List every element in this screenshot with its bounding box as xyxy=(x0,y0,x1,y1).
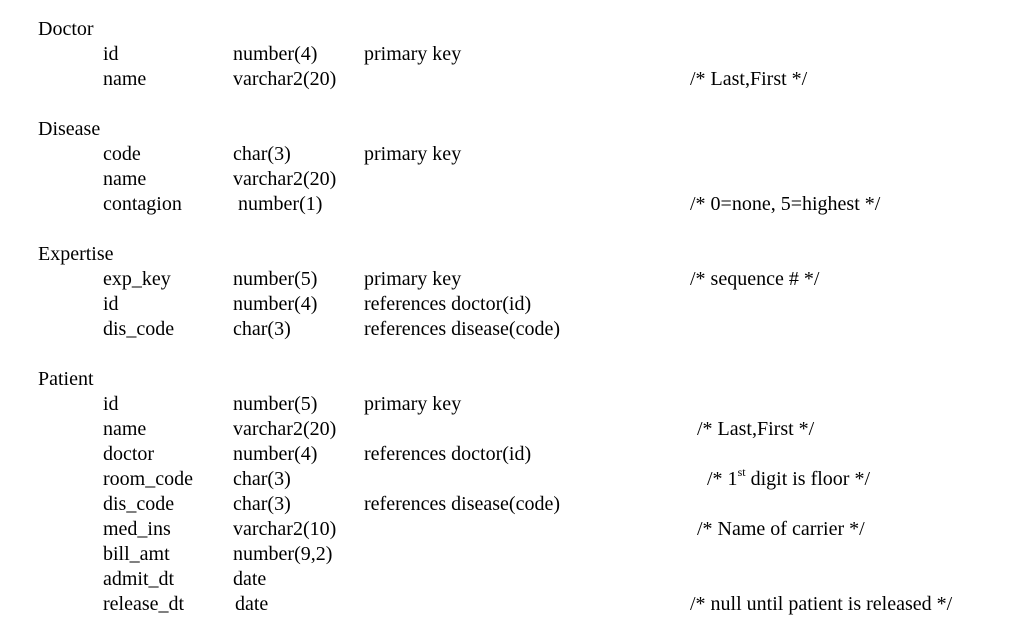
column-comment: /* 1st digit is floor */ xyxy=(707,465,871,490)
column-constraint: references disease(code) xyxy=(364,318,560,340)
column-comment: /* 0=none, 5=highest */ xyxy=(690,193,881,215)
column-constraint: primary key xyxy=(364,268,462,290)
column-type: number(4) xyxy=(233,43,318,65)
column-comment: /* Name of carrier */ xyxy=(697,518,865,540)
column-type: number(5) xyxy=(233,393,318,415)
column-type: date xyxy=(233,568,267,590)
column-field: doctor xyxy=(103,443,155,465)
column-constraint: references doctor(id) xyxy=(364,293,532,315)
column-type: date xyxy=(235,593,269,615)
table-name: Doctor xyxy=(38,18,94,40)
table-name: Disease xyxy=(38,118,101,140)
column-type: char(3) xyxy=(233,143,291,165)
column-constraint: references disease(code) xyxy=(364,493,560,515)
column-type: char(3) xyxy=(233,493,291,515)
column-field: name xyxy=(103,68,147,90)
column-field: med_ins xyxy=(103,518,171,540)
column-constraint: references doctor(id) xyxy=(364,443,532,465)
column-type: char(3) xyxy=(233,318,291,340)
column-type: number(1) xyxy=(238,193,323,215)
column-type: number(9,2) xyxy=(233,543,333,565)
table-name: Expertise xyxy=(38,243,114,265)
column-type: char(3) xyxy=(233,468,291,490)
column-constraint: primary key xyxy=(364,43,462,65)
column-field: admit_dt xyxy=(103,568,175,590)
column-field: id xyxy=(103,43,119,65)
column-field: release_dt xyxy=(103,593,185,615)
column-comment: /* sequence # */ xyxy=(690,268,820,290)
column-type: varchar2(10) xyxy=(233,518,337,540)
column-type: number(4) xyxy=(233,293,318,315)
column-field: code xyxy=(103,143,141,165)
column-field: room_code xyxy=(103,468,193,490)
column-field: name xyxy=(103,418,147,440)
column-field: id xyxy=(103,393,119,415)
column-field: name xyxy=(103,168,147,190)
column-field: exp_key xyxy=(103,268,171,290)
column-field: dis_code xyxy=(103,493,175,515)
column-type: varchar2(20) xyxy=(233,68,337,90)
column-field: dis_code xyxy=(103,318,175,340)
column-type: varchar2(20) xyxy=(233,418,337,440)
column-field: id xyxy=(103,293,119,315)
column-type: number(5) xyxy=(233,268,318,290)
column-comment: /* null until patient is released */ xyxy=(690,593,953,615)
column-field: bill_amt xyxy=(103,543,170,565)
column-comment: /* Last,First */ xyxy=(690,68,808,90)
column-constraint: primary key xyxy=(364,393,462,415)
column-field: contagion xyxy=(103,193,182,215)
column-type: number(4) xyxy=(233,443,318,465)
column-comment: /* Last,First */ xyxy=(697,418,815,440)
column-type: varchar2(20) xyxy=(233,168,337,190)
column-constraint: primary key xyxy=(364,143,462,165)
table-name: Patient xyxy=(38,368,94,390)
